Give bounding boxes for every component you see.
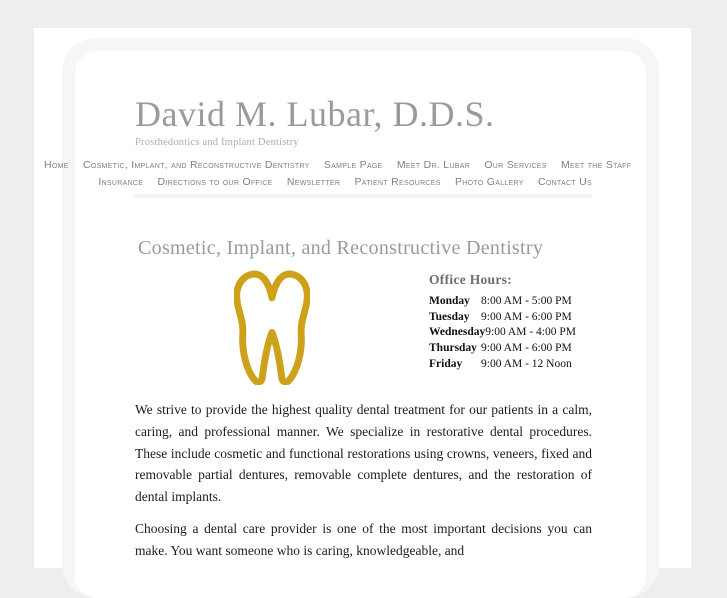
office-hours-day: Wednesday: [429, 326, 486, 339]
site-title: David M. Lubar, D.D.S.: [135, 94, 495, 134]
office-hours-time: 9:00 AM - 4:00 PM: [485, 326, 576, 339]
office-hours-title: Office Hours:: [429, 272, 513, 287]
office-hours-row: [429, 341, 576, 357]
page-heading: Cosmetic, Implant, and Reconstructive Dentistry: [138, 237, 544, 259]
nav-link-newsletter[interactable]: Newsletter: [286, 176, 341, 188]
nav-link-insurance[interactable]: Insurance: [98, 176, 144, 188]
nav-link-directions[interactable]: Directions to our Office: [157, 176, 273, 188]
site-card: [34, 28, 691, 568]
nav-link-photo-gallery[interactable]: Photo Gallery: [454, 176, 524, 188]
page-content: [34, 94, 691, 562]
nav-link-meet-the-staff[interactable]: Meet the Staff: [560, 159, 632, 171]
nav-row-2: [44, 174, 592, 191]
office-hours-day: Tuesday: [429, 310, 470, 323]
main-nav: [44, 157, 632, 191]
nav-link-contact-us[interactable]: Contact Us: [537, 176, 592, 188]
nav-link-meet-dr-lubar[interactable]: Meet Dr. Lubar: [396, 159, 471, 171]
figure-row: [135, 270, 592, 385]
office-hours-time: 8:00 AM - 5:00 PM: [481, 295, 572, 307]
site-header: [135, 94, 691, 148]
choosing-provider-paragraph: Choosing a dental care provider is one of the most important decisions you can make. You want someone who is caring, knowledgeable, and: [135, 520, 592, 558]
office-hours-day: Friday: [429, 357, 463, 370]
site-subtitle: Prosthedontics and Implant Dentistry: [135, 137, 299, 148]
office-hours-row: [429, 310, 576, 326]
tooth-logo-icon: [234, 270, 310, 385]
office-hours-time: 9:00 AM - 6:00 PM: [481, 310, 572, 323]
office-hours-day: Monday: [429, 295, 470, 307]
nav-link-sample-page[interactable]: Sample Page: [323, 159, 383, 171]
nav-divider: [135, 194, 592, 198]
nav-row-1: [44, 157, 632, 174]
main-content: [135, 236, 592, 562]
office-hours-row: [429, 357, 576, 373]
office-hours-time: 9:00 AM - 12 Noon: [481, 357, 572, 370]
office-hours: [429, 270, 576, 385]
office-hours-time: 9:00 AM - 6:00 PM: [481, 342, 572, 355]
nav-link-cosmetic-implant-reconstructive[interactable]: Cosmetic, Implant, and Reconstructive Dentistry: [82, 159, 310, 171]
nav-link-our-services[interactable]: Our Services: [484, 159, 547, 171]
office-hours-day: Thursday: [429, 342, 477, 355]
office-hours-table: [429, 294, 576, 373]
nav-link-patient-resources[interactable]: Patient Resources: [354, 176, 441, 188]
intro-paragraph: We strive to provide the highest quality dental treatment for our patients in a calm, caring, and professional manner. We specialize in restorative dental procedures. These include cosmetic and functional restorations using crowns, veneers, fixed and removable partial dentures, removable complete dentures, and the restoration of dental implants.: [135, 402, 592, 505]
office-hours-row: [429, 325, 576, 341]
office-hours-row: [429, 294, 576, 310]
nav-link-home[interactable]: Home: [44, 159, 69, 171]
